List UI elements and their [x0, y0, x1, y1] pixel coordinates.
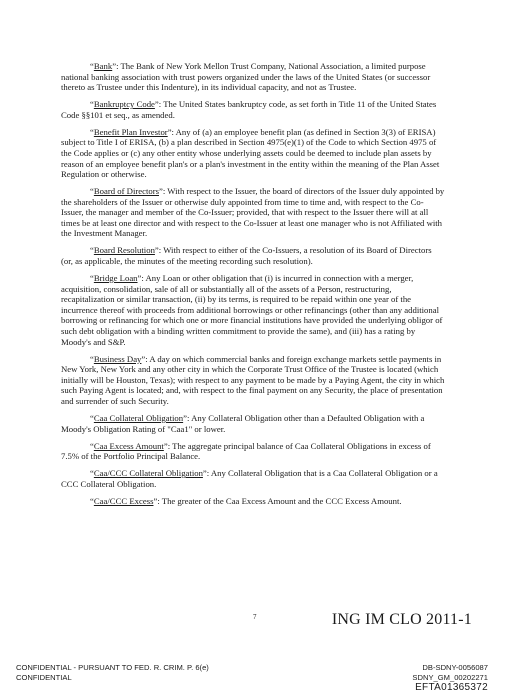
definition-bridge-loan: “Bridge Loan”: Any Loan or other obligation that (i) is incurred in connection with a merger, acquisition, consolidation, sale of all or substantially all of the assets of a Person, restructuring, recapitalization or similar transaction, (ii) by its terms, is required to be repaid within one year of the incurrence thereof with proceeds from additional borrowings or other refinancings (other than any additional borrowing or refinancing for which one or more financial institutions have provided the underlying obligor of such debt obligation with a binding written commitment to provide the same), and (iii) has a rating by Moody's and S&P. — [61, 273, 443, 347]
page-number: 7 — [253, 613, 257, 621]
definition-bank: “Bank”: The Bank of New York Mellon Trust Company, National Association, a limited purpose national banking association with trust powers organized under the laws of the United States (or successor thereto as Trustee under this Indenture), in its individual capacity, and not as Trustee. — [61, 61, 431, 93]
definition-business-day: “Business Day”: A day on which commercial banks and foreign exchange markets settle payments in New York, New York and any other city in which the Corporate Trust Office of the Trustee is located (which initially will be Houston, Texas); with respect to any payment to be made by a Paying Agent, the city in which such Paying Agent is located; and, with respect to the final payment on any Security, the place of presentation and surrender of such Security. — [61, 353, 445, 406]
document-title: ING IM CLO 2011-1 — [331, 611, 472, 628]
definition-caa-excess-amount: “Caa Excess Amount”: The aggregate principal balance of Caa Collateral Obligations in excess of 7.5% of the Portfolio Principal Balance. — [61, 440, 431, 462]
footer-bates-number: EFTA01365372 — [415, 682, 488, 693]
definition-term: Caa/CCC Collateral Obligation — [93, 468, 203, 479]
definition-term: Business Day — [93, 353, 142, 364]
footer-confidential — [16, 663, 209, 683]
footer-doc-id: DB-SDNY-0056087 — [422, 663, 488, 672]
definition-term: Caa Collateral Obligation — [93, 412, 184, 423]
definition-term: Benefit Plan Investor — [93, 126, 168, 137]
definition-text: : Any of (a) an employee benefit plan (as defined in Section 3(3) of ERISA) subject to Title I of ERISA, (b) a plan described in Section 4975(e)(1) of the Code to which Section 4975 of the Code applies or (c) any other entity whose underlying assets could be deemed to include plan assets by reason of an employee benefit plan's or a plan's investment in the entity within the meaning of the Plan Asset Regulation or otherwise. — [61, 126, 440, 180]
definition-term: Caa Excess Amount — [93, 440, 164, 451]
definition-caa-collateral-obligation: “Caa Collateral Obligation”: Any Collateral Obligation other than a Defaulted Obligation with a Moody's Obligation Rating of "Caa1" or lower. — [61, 412, 425, 434]
footer-bates-block — [412, 663, 488, 693]
definition-term: Bank — [93, 61, 113, 71]
definition-text: : Any Collateral Obligation that is a Caa Collateral Obligation or a CCC Collateral Obligation. — [61, 468, 438, 489]
definition-text: : Any Collateral Obligation other than a Defaulted Obligation with a Moody's Obligation Rating of "Caa1" or lower. — [61, 412, 425, 434]
definition-benefit-plan-investor: “Benefit Plan Investor”: Any of (a) an employee benefit plan (as defined in Section 3(3) of ERISA) subject to Title I of ERISA, (b) a plan described in Section 4975(e)(1) of the Code to which Section 4975 of the Code applies or (c) any other entity whose underlying assets could be deemed to include plan assets by reason of an employee benefit plan's or a plan's investment in the entity within the meaning of the Plan Asset Regulation or otherwise. — [61, 126, 440, 180]
definition-term: Board of Directors — [93, 186, 159, 197]
footer-confidential-label: CONFIDENTIAL — [16, 673, 72, 682]
definition-term: Bankruptcy Code — [93, 99, 155, 110]
definition-board-resolution: “Board Resolution”: With respect to either of the Co-Issuers, a resolution of its Board of Directors (or, as applicable, the minutes of the meeting recording such resolution). — [61, 245, 432, 267]
definition-text: : With respect to either of the Co-Issuers, a resolution of its Board of Directors (or, as applicable, the minutes of the meeting recording such resolution). — [61, 245, 432, 267]
footer-confidential-line: CONFIDENTIAL - PURSUANT TO FED. R. CRIM. P. 6(e) — [16, 663, 209, 672]
definition-text: : The Bank of New York Mellon Trust Company, National Association, a limited purpose national banking association with trust powers organized under the laws of the United States (or successor thereto as Trustee under this Indenture), in its individual capacity, and not as Trustee. — [61, 61, 431, 93]
document-body — [61, 61, 445, 513]
definition-term: Board Resolution — [93, 245, 155, 256]
definition-term: Bridge Loan — [93, 273, 138, 284]
footer-sdny-id: SDNY_GM_00202271 — [412, 673, 488, 682]
definition-caa-ccc-collateral-obligation: “Caa/CCC Collateral Obligation”: Any Collateral Obligation that is a Caa Collateral Obligation or a CCC Collateral Obligation. — [61, 468, 438, 489]
definition-board-of-directors: “Board of Directors”: With respect to the Issuer, the board of directors of the Issuer duly appointed by the shareholders of the Issuer or otherwise duly appointed from time to time and, with respect to the Co-Issuer, the manager and member of the Co-Issuer; provided, that with respect to the Issuer there will at all times be at least one director and with respect to the Co-Issuer at least one manager who is not Affiliated with the Investment Manager. — [61, 186, 445, 239]
definition-caa-ccc-excess: “Caa/CCC Excess”: The greater of the Caa Excess Amount and the CCC Excess Amount. — [90, 495, 402, 506]
definition-term: Caa/CCC Excess — [93, 495, 154, 506]
definition-text: : The greater of the Caa Excess Amount and the CCC Excess Amount. — [157, 495, 402, 506]
definition-text: : The United States bankruptcy code, as set forth in Title 11 of the United States Code §§101 et seq., as amended. — [61, 99, 437, 120]
definition-text: : With respect to the Issuer, the board of directors of the Issuer duly appointed by the shareholders of the Issuer or otherwise duly appointed from time to time and, with respect to the Co-Issuer, the manager and member of the Co-Issuer; provided, that with respect to the Issuer there will at all times be at least one director and with respect to the Co-Issuer at least one manager who is not Affiliated with the Investment Manager. — [61, 186, 445, 239]
definition-text: : Any Loan or other obligation that (i) is incurred in connection with a merger, acquisition, consolidation, sale of all or substantially all of the assets of a Person, restructuring, recapitalization or similar transaction, (ii) by its terms, is required to be repaid within one year of the incurrence thereof with proceeds from additional borrowings or other refinancings (other than any additional borrowing or refinancing for which one or more financial institutions have provided the underlying obligor of such debt obligation with a binding written commitment to provide the same), and (iii) has a rating by Moody's and S&P. — [61, 273, 443, 347]
definition-bankruptcy-code: “Bankruptcy Code”: The United States bankruptcy code, as set forth in Title 11 of the United States Code §§101 et seq., as amended. — [61, 99, 437, 120]
definition-text: : A day on which commercial banks and foreign exchange markets settle payments in New York, New York and any other city in which the Corporate Trust Office of the Trustee is located (which initially will be Houston, Texas); with respect to any payment to be made by a Paying Agent, the city in which such Paying Agent is located; and, with respect to the final payment on any Security, the place of presentation and surrender of such Security. — [61, 353, 445, 406]
definition-text: : The aggregate principal balance of Caa Collateral Obligations in excess of 7.5% of the Portfolio Principal Balance. — [61, 440, 431, 462]
